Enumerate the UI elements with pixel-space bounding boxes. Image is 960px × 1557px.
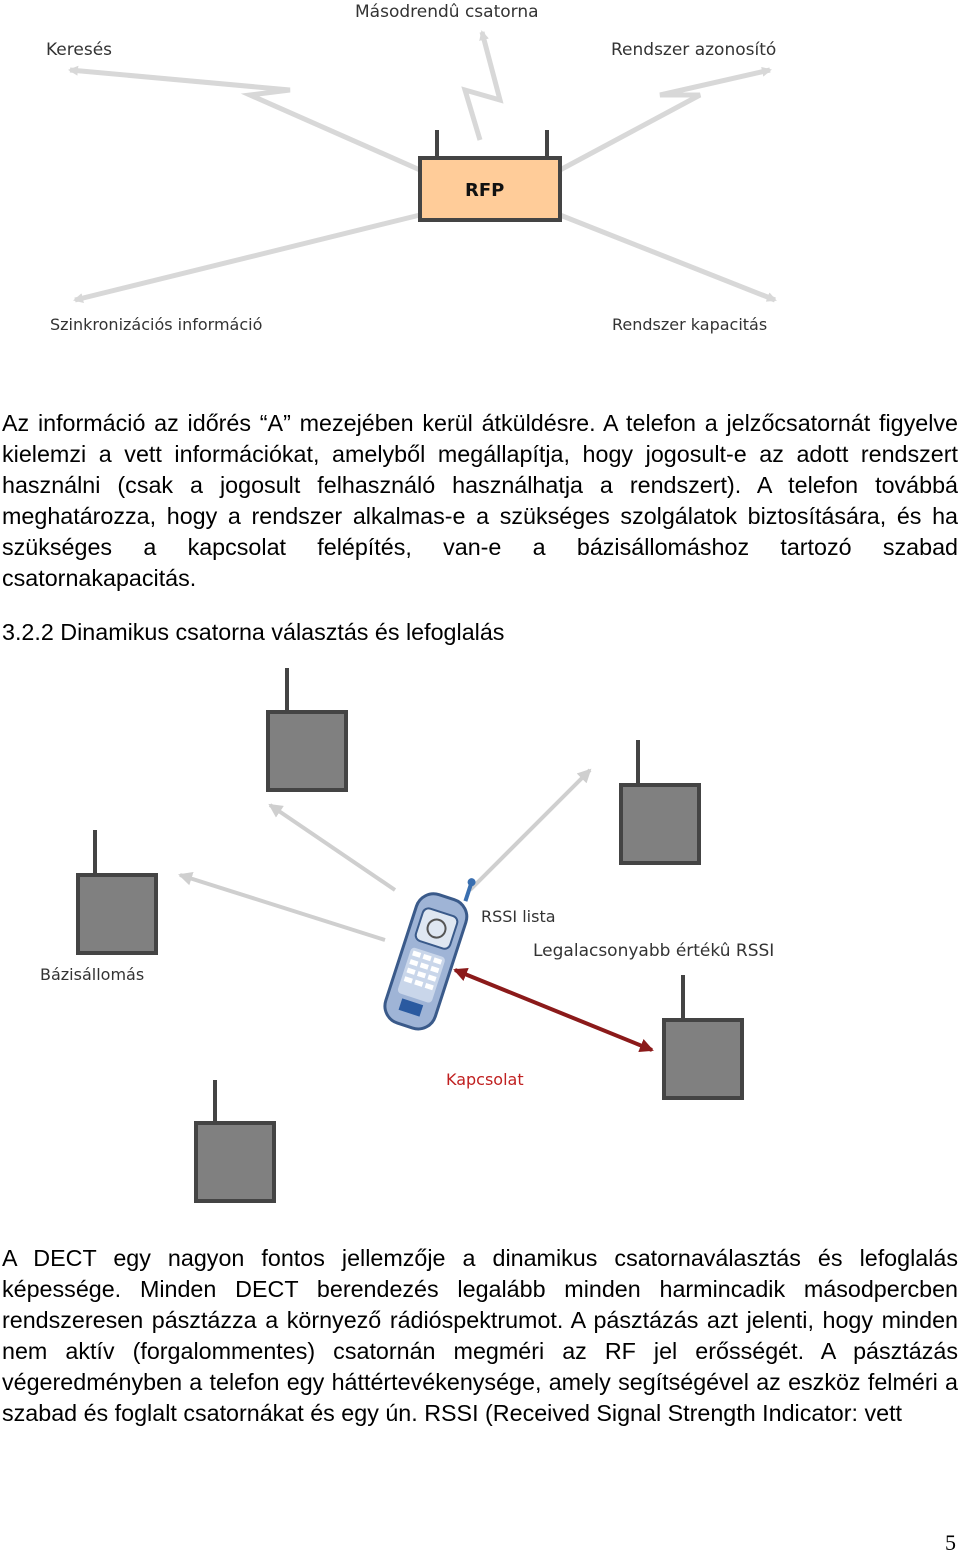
label-base-station: Bázisállomás — [40, 965, 145, 984]
phone-icon — [380, 864, 479, 1033]
channel-selection-diagram — [0, 660, 960, 1220]
arrow-to-system-id — [560, 70, 770, 170]
connection-arrow — [455, 970, 652, 1050]
arrow-to-secondary-channel — [465, 32, 500, 140]
scan-arrow-2 — [470, 770, 590, 890]
arrow-to-search — [70, 70, 420, 170]
rfp-box-label: RFP — [465, 180, 505, 201]
arrow-to-sync-info — [75, 215, 420, 300]
label-search: Keresés — [46, 40, 113, 60]
base-station-1 — [268, 668, 346, 790]
label-system-id: Rendszer azonosító — [611, 40, 777, 60]
base-station-5 — [196, 1080, 274, 1201]
section-heading: 3.2.2 Dinamikus csatorna választás és lefoglalás — [2, 619, 505, 645]
scan-arrow-1 — [270, 805, 395, 890]
scan-arrow-3 — [180, 875, 385, 940]
page-number: 5 — [945, 1530, 956, 1555]
base-station-3 — [78, 830, 156, 953]
label-connection: Kapcsolat — [446, 1070, 524, 1089]
base-station-2 — [621, 740, 699, 863]
label-secondary-channel: Másodrendû csatorna — [355, 2, 539, 22]
arrow-to-system-capacity — [560, 215, 775, 300]
label-lowest-rssi: Legalacsonyabb értékû RSSI — [533, 941, 775, 961]
paragraph-1: Az információ az időrés “A” mezejében kerül átküldésre. A telefon a jelzőcsatornát figyelve kielemzi a vett információkat, amelyből megállapítja, hogy jogosult-e az adott rendszert használni (csak a jogosult felhasználó használhatja a rendszert). A telefon továbbá meghatározza, hogy a rendszer alkalmas-e a szükséges szolgálatok biztosítására, és ha szükséges a kapcsolat felépítés, van-e a bázisállomáshoz tartozó szabad csatornakapacitás. — [2, 410, 958, 591]
label-system-capacity: Rendszer kapacitás — [612, 315, 768, 334]
rfp-diagram — [0, 0, 960, 345]
base-station-4 — [664, 975, 742, 1098]
label-rssi-list: RSSI lista — [481, 907, 556, 926]
paragraph-2: A DECT egy nagyon fontos jellemzője a dinamikus csatornaválasztás és lefoglalás képessége. Minden DECT berendezés legalább minden harmincadik másodpercben rendszeresen pásztázza a környező rádióspektrumot. A pásztázás azt jelenti, hogy minden nem aktív (forgalommentes) csatornán megméri az RF jel erősségét. A pásztázás végeredményben a telefon egy háttértevékenysége, amely segítségével az eszköz felméri a szabad és foglalt csatornákat és egy ún. RSSI (Received Signal Strength Indicator: vett — [2, 1245, 958, 1426]
label-sync-info: Szinkronizációs információ — [50, 315, 263, 334]
